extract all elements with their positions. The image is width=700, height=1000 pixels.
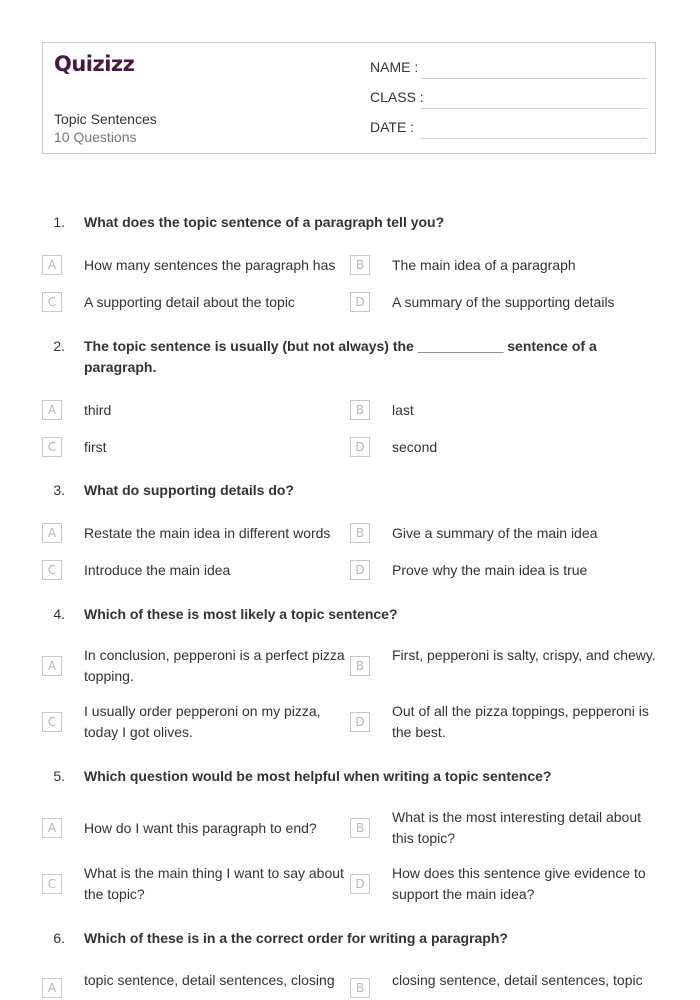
option-text: last: [392, 402, 414, 418]
question-text: Which of these is in a the correct order for writing a paragraph?: [84, 930, 508, 946]
question-count: 10 Questions: [54, 129, 137, 145]
option-text: Give a summary of the main idea: [392, 525, 598, 541]
option-letter-box: B: [350, 523, 370, 543]
question-text: What does the topic sentence of a paragraph tell you?: [84, 214, 445, 230]
option-text: How does this sentence give evidence to support the main idea?: [392, 865, 646, 902]
option-text: A supporting detail about the topic: [84, 294, 295, 310]
option-letter-box: B: [350, 400, 370, 420]
class-label: CLASS :: [370, 89, 424, 105]
question-text: Which of these is most likely a topic sentence?: [84, 606, 398, 622]
option-letter-box: D: [350, 560, 370, 580]
option-letter-box: A: [42, 400, 62, 420]
option-text: Out of all the pizza toppings, pepperoni is the best.: [392, 703, 649, 740]
option-text: third: [84, 402, 112, 418]
option-letter-box: C: [42, 292, 62, 312]
question-text: Which question would be most helpful when writing a topic sentence?: [84, 768, 552, 784]
question-number: 1.: [53, 214, 65, 230]
option-letter-box: A: [42, 656, 62, 676]
class-field[interactable]: [370, 87, 647, 109]
option-letter-box: B: [350, 818, 370, 838]
class-line[interactable]: [421, 108, 647, 109]
option-letter-box: C: [42, 437, 62, 457]
name-line[interactable]: [421, 78, 647, 79]
option-text: First, pepperoni is salty, crispy, and chewy.: [392, 647, 656, 663]
question-text: What do supporting details do?: [84, 482, 294, 498]
question-number: 2.: [53, 338, 65, 354]
option-text: What is the most interesting detail about this topic?: [392, 809, 642, 846]
option-text: first: [84, 439, 107, 455]
question-text: The topic sentence is usually (but not always) the ___________ sentence of a paragraph.: [84, 338, 597, 375]
option-text: topic sentence, detail sentences, closing: [84, 972, 335, 988]
name-label: NAME :: [370, 59, 419, 75]
worksheet-header: [42, 42, 656, 154]
option-letter-box: A: [42, 978, 62, 998]
option-text: In conclusion, pepperoni is a perfect pizza topping.: [84, 647, 345, 684]
option-letter-box: A: [42, 818, 62, 838]
option-text: second: [392, 439, 438, 455]
option-letter-box: B: [350, 978, 370, 998]
quizizz-logo: Quizizz: [54, 52, 135, 76]
date-label: DATE :: [370, 119, 415, 135]
option-letter-box: A: [42, 523, 62, 543]
option-text: closing sentence, detail sentences, topic: [392, 972, 643, 988]
option-text: I usually order pepperoni on my pizza, today I got olives.: [84, 703, 321, 740]
question-number: 5.: [53, 768, 65, 784]
option-letter-box: D: [350, 292, 370, 312]
option-text: A summary of the supporting details: [392, 294, 615, 310]
worksheet-title: Topic Sentences: [54, 111, 157, 127]
question-number: 4.: [53, 606, 65, 622]
option-letter-box: C: [42, 874, 62, 894]
option-letter-box: B: [350, 255, 370, 275]
question-number: 3.: [53, 482, 65, 498]
option-letter-box: A: [42, 255, 62, 275]
option-text: What is the main thing I want to say about the topic?: [84, 865, 344, 902]
option-letter-box: D: [350, 712, 370, 732]
option-text: Restate the main idea in different words: [84, 525, 331, 541]
option-text: Introduce the main idea: [84, 562, 231, 578]
option-letter-box: C: [42, 560, 62, 580]
option-text: How many sentences the paragraph has: [84, 257, 336, 273]
option-letter-box: B: [350, 656, 370, 676]
date-field[interactable]: [370, 117, 647, 139]
option-letter-box: D: [350, 437, 370, 457]
option-text: Prove why the main idea is true: [392, 562, 588, 578]
option-text: The main idea of a paragraph: [392, 257, 576, 273]
option-letter-box: C: [42, 712, 62, 732]
option-letter-box: D: [350, 874, 370, 894]
name-field[interactable]: [370, 57, 647, 79]
question-number: 6.: [53, 930, 65, 946]
date-line[interactable]: [421, 138, 647, 139]
option-text: How do I want this paragraph to end?: [84, 820, 317, 836]
